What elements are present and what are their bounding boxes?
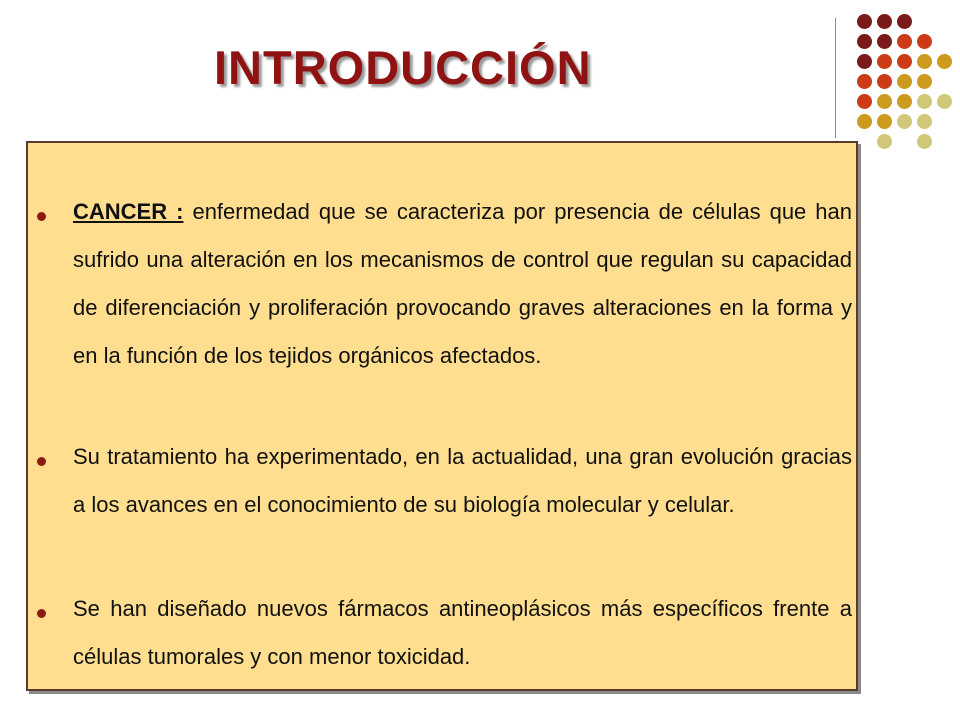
bullet-text: Su tratamiento ha experimentado, en la actualidad, una gran evolución gracias a los avances en el conocimiento de su biología molecular y celular. [73,444,852,517]
slide-title: INTRODUCCIÓN [214,41,592,94]
decor-dot [857,14,872,29]
decor-dot [917,54,932,69]
decor-dot [897,74,912,89]
decor-dot [937,94,952,109]
bullet-dot [37,609,46,618]
bullet-text [73,188,852,380]
definition-text: enfermedad que se caracteriza por presencia de células que han sufrido una alteración en los mecanismos de control que regulan su capacidad de diferenciación y proliferación provocando graves alteraciones en la forma y en la función de los tejidos orgánicos afectados. [73,199,852,368]
decor-dot [897,14,912,29]
decor-dot [917,34,932,49]
decor-dot [917,74,932,89]
bullet-dot [37,212,46,221]
decor-dot [877,74,892,89]
decor-dot [897,54,912,69]
bullet-dot [37,457,46,466]
decor-dot [877,14,892,29]
decor-dot [857,114,872,129]
bullet-text: Se han diseñado nuevos fármacos antineoplásicos más específicos frente a células tumorales y con menor toxicidad. [73,596,852,669]
decor-dot [897,34,912,49]
decor-dot [877,94,892,109]
decor-dot [877,34,892,49]
decor-dot [857,94,872,109]
decor-dot [937,54,952,69]
content-box [26,141,858,691]
decor-dot [857,74,872,89]
decorative-divider [835,18,836,138]
term-label: CANCER : [73,199,184,224]
decor-dot [857,54,872,69]
decor-dot [857,34,872,49]
decor-dot [917,94,932,109]
decor-dot [877,134,892,149]
decor-dot [877,114,892,129]
decor-dot [917,114,932,129]
decor-dot [897,114,912,129]
decor-dot [877,54,892,69]
decor-dot [917,134,932,149]
decor-dot [897,94,912,109]
